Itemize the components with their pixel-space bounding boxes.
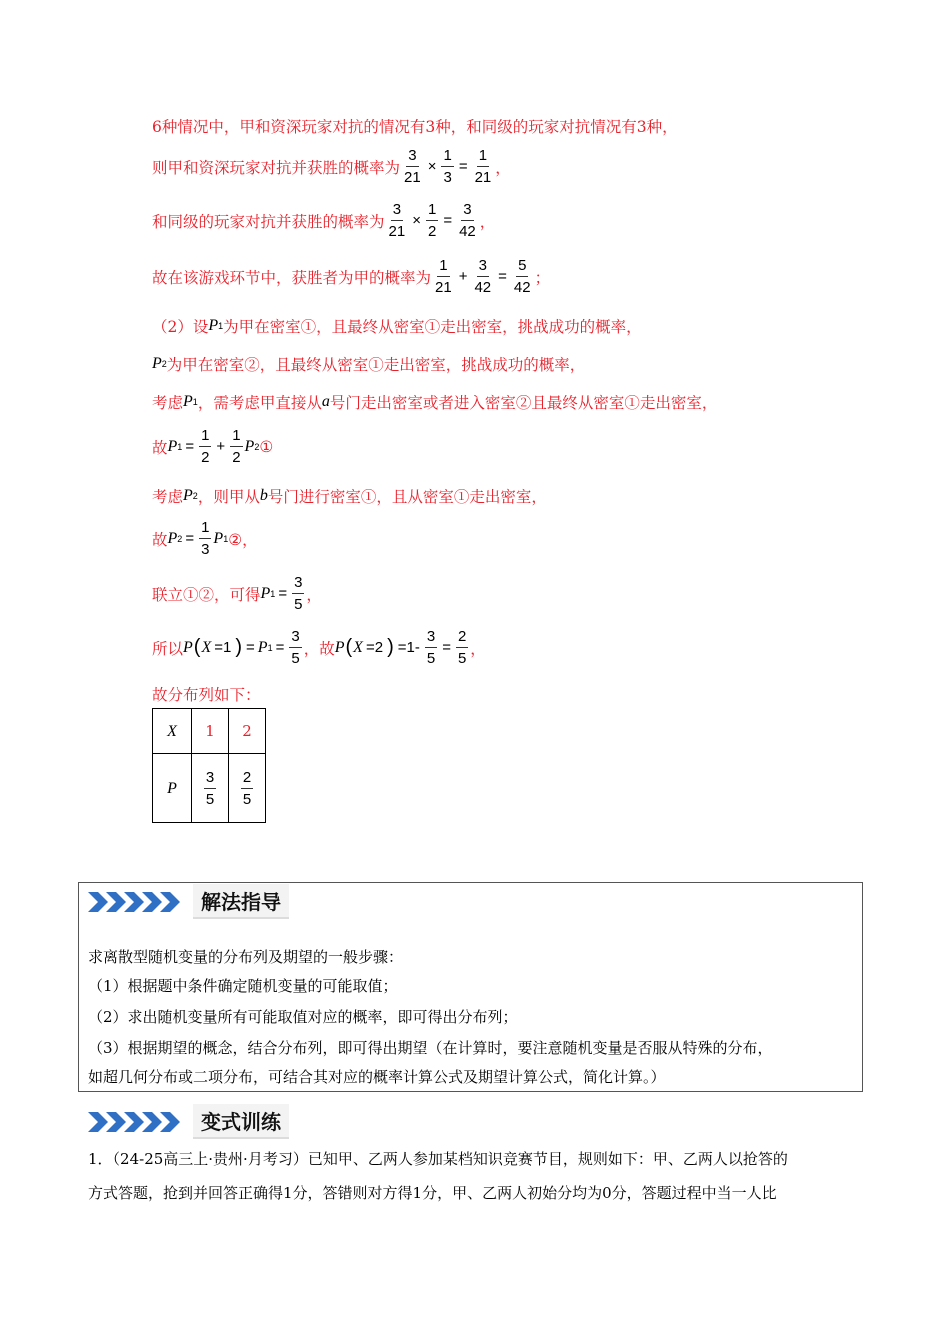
paren: ) bbox=[387, 636, 394, 658]
solution-text: 为甲在密室①，且最终从密室①走出密室，挑战成功的概率， bbox=[223, 318, 642, 336]
guide-intro: 求离散型随机变量的分布列及期望的一般步骤： bbox=[88, 948, 404, 966]
symbol-P: P bbox=[334, 638, 345, 656]
solution-text: ， bbox=[495, 158, 511, 177]
solution-text: 故 bbox=[152, 438, 168, 457]
table-cell: 1 bbox=[192, 709, 229, 754]
guide-step-3: （3）根据期望的概念，结合分布列，即可得出期望（在计算时，要注意随机变量是否服从特殊的分布， bbox=[88, 1039, 773, 1057]
subscript: 1 bbox=[270, 588, 276, 599]
solution-text: 6种情况中，甲和资深玩家对抗的情况有3种，和同级的玩家对抗情况有3种， bbox=[152, 118, 678, 136]
solution-line-1 bbox=[152, 115, 678, 137]
equals-sign: = bbox=[443, 212, 453, 229]
solution-line-8 bbox=[152, 428, 273, 465]
symbol-P: P bbox=[167, 529, 178, 547]
symbol-P: P bbox=[213, 529, 224, 547]
solution-line-11 bbox=[152, 575, 322, 612]
paren: ) bbox=[235, 636, 243, 658]
table-cell: $\frac{2}{5}$ bbox=[229, 754, 266, 823]
symbol-P: P bbox=[152, 355, 162, 372]
symbol-X: X bbox=[201, 638, 212, 656]
guide-banner bbox=[88, 884, 289, 919]
fraction: $\frac{3}{21}$ bbox=[404, 147, 421, 186]
equals-sign: = bbox=[458, 158, 468, 175]
subscript: 2 bbox=[254, 441, 260, 452]
solution-text: ， bbox=[470, 639, 486, 658]
symbol-P: P bbox=[183, 393, 193, 410]
guide-step-3-cont: 如超几何分布或二项分布，可结合其对应的概率计算公式及期望计算公式，简化计算。） bbox=[88, 1068, 666, 1086]
table-cell: 2 bbox=[229, 709, 266, 754]
fraction: $\frac{1}{3}$ bbox=[201, 519, 210, 558]
solution-text: 故 bbox=[152, 530, 168, 549]
distribution-table bbox=[152, 708, 266, 823]
solution-line-5 bbox=[152, 315, 642, 337]
times-sign: × bbox=[427, 158, 437, 175]
table-cell: X bbox=[153, 709, 192, 754]
paren: ( bbox=[193, 636, 201, 658]
plus-sign: + bbox=[216, 438, 226, 455]
solution-text: ， bbox=[306, 585, 322, 604]
solution-line-12 bbox=[152, 629, 486, 666]
fraction: $\frac{1}{21}$ bbox=[435, 257, 452, 296]
solution-text: 故在该游戏环节中，获胜者为甲的概率为 bbox=[152, 268, 432, 287]
solution-text: ① bbox=[259, 437, 274, 456]
solution-text: 和同级的玩家对抗并获胜的概率为 bbox=[152, 212, 385, 231]
subscript: 1 bbox=[223, 533, 229, 544]
fraction: $\frac{1}{3}$ bbox=[443, 147, 452, 186]
equals-sign: = bbox=[498, 268, 507, 285]
solution-line-2 bbox=[152, 148, 511, 185]
table-cell: $\frac{3}{5}$ bbox=[192, 754, 229, 823]
chevron-arrows-icon bbox=[88, 1109, 183, 1135]
guide-title: 解法指导 bbox=[193, 884, 289, 919]
solution-line-4 bbox=[152, 258, 550, 295]
equals-sign: = bbox=[185, 438, 195, 455]
solution-text: ，故 bbox=[303, 639, 335, 658]
fraction: $\frac{2}{5}$ bbox=[457, 628, 467, 667]
practice-question-line-2: 方式答题，抢到并回答正确得1分，答错则对方得1分，甲、乙两人初始分均为0分，答题过程中当一人比 bbox=[88, 1184, 777, 1202]
symbol-P: P bbox=[167, 437, 178, 455]
solution-text: 联立①②，可得 bbox=[152, 585, 261, 604]
solution-line-3 bbox=[152, 202, 495, 239]
symbol-P: P bbox=[183, 638, 193, 656]
equals-sign: = bbox=[185, 530, 195, 547]
subscript: 2 bbox=[192, 491, 198, 501]
fraction: $\frac{1}{21}$ bbox=[474, 147, 492, 186]
table-row bbox=[153, 709, 266, 754]
solution-text: 考虑 bbox=[152, 488, 184, 506]
solution-line-7 bbox=[152, 391, 717, 413]
solution-text: ， bbox=[479, 212, 496, 231]
symbol-P: P bbox=[260, 584, 271, 602]
solution-text: 号门进行密室①，且从密室①走出密室， bbox=[267, 488, 547, 506]
solution-text: ②， bbox=[228, 530, 258, 549]
equation-part: =1 bbox=[214, 639, 232, 656]
solution-text: ； bbox=[534, 268, 551, 287]
solution-line-9 bbox=[152, 485, 547, 507]
fraction: $\frac{1}{2}$ bbox=[232, 427, 241, 466]
subscript: 2 bbox=[161, 359, 167, 369]
symbol-P: P bbox=[244, 437, 255, 455]
paren: ( bbox=[345, 636, 353, 658]
times-sign: × bbox=[412, 212, 421, 229]
table-row bbox=[153, 754, 266, 823]
symbol-P: P bbox=[183, 487, 193, 504]
plus-sign: + bbox=[458, 268, 468, 285]
practice-title: 变式训练 bbox=[193, 1104, 289, 1139]
symbol-b: b bbox=[259, 487, 268, 504]
solution-text: （2）设 bbox=[152, 318, 209, 336]
guide-step-2: （2）求出随机变量所有可能取值对应的概率，即可得出分布列； bbox=[88, 1008, 518, 1026]
subscript: 1 bbox=[267, 642, 273, 653]
subscript: 1 bbox=[218, 321, 224, 331]
fraction: $\frac{3}{5}$ bbox=[294, 574, 303, 613]
subscript: 1 bbox=[177, 441, 183, 452]
fraction: $\frac{1}{2}$ bbox=[427, 201, 437, 240]
equals-sign: = bbox=[442, 639, 451, 656]
solution-text: ，则甲从 bbox=[197, 488, 260, 506]
solution-text: 考虑 bbox=[152, 394, 184, 412]
fraction: $\frac{3}{42}$ bbox=[459, 201, 476, 240]
fraction: $\frac{5}{42}$ bbox=[513, 257, 531, 296]
fraction: $\frac{1}{2}$ bbox=[201, 427, 210, 466]
solution-text: 故分布列如下： bbox=[152, 686, 261, 704]
solution-text: ，需考虑甲直接从 bbox=[197, 394, 322, 412]
equation-part: =1- bbox=[397, 639, 420, 656]
solution-line-13 bbox=[152, 683, 261, 705]
symbol-a: a bbox=[321, 393, 330, 410]
practice-question-line-1: 1．（24-25高三上·贵州·月考习）已知甲、乙两人参加某档知识竞赛节目，规则如下：甲、乙两人以抢答的 bbox=[88, 1150, 788, 1168]
equals-sign: = bbox=[246, 639, 255, 656]
chevron-arrows-icon bbox=[88, 889, 183, 915]
table-cell: P bbox=[153, 754, 192, 823]
equals-sign: = bbox=[275, 639, 285, 656]
fraction: $\frac{3}{5}$ bbox=[426, 628, 436, 667]
equation-part: =2 bbox=[365, 639, 384, 656]
solution-line-6 bbox=[152, 353, 585, 375]
subscript: 2 bbox=[177, 533, 183, 544]
solution-text: 则甲和资深玩家对抗并获胜的概率为 bbox=[152, 158, 401, 177]
equals-sign: = bbox=[278, 585, 288, 602]
symbol-P: P bbox=[257, 638, 268, 656]
subscript: 1 bbox=[192, 397, 198, 407]
symbol-P: P bbox=[208, 317, 219, 334]
solution-line-10 bbox=[152, 520, 258, 557]
symbol-X: X bbox=[353, 638, 363, 656]
solution-text: 所以 bbox=[152, 639, 184, 658]
fraction: $\frac{3}{42}$ bbox=[474, 257, 492, 296]
fraction: $\frac{3}{21}$ bbox=[388, 201, 406, 240]
fraction: $\frac{3}{5}$ bbox=[291, 628, 300, 667]
solution-text: 号门走出密室或者进入密室②且最终从密室①走出密室， bbox=[329, 394, 718, 412]
practice-banner bbox=[88, 1104, 289, 1139]
solution-text: 为甲在密室②，且最终从密室①走出密室，挑战成功的概率， bbox=[166, 356, 586, 374]
guide-step-1: （1）根据题中条件确定随机变量的可能取值； bbox=[88, 977, 398, 995]
